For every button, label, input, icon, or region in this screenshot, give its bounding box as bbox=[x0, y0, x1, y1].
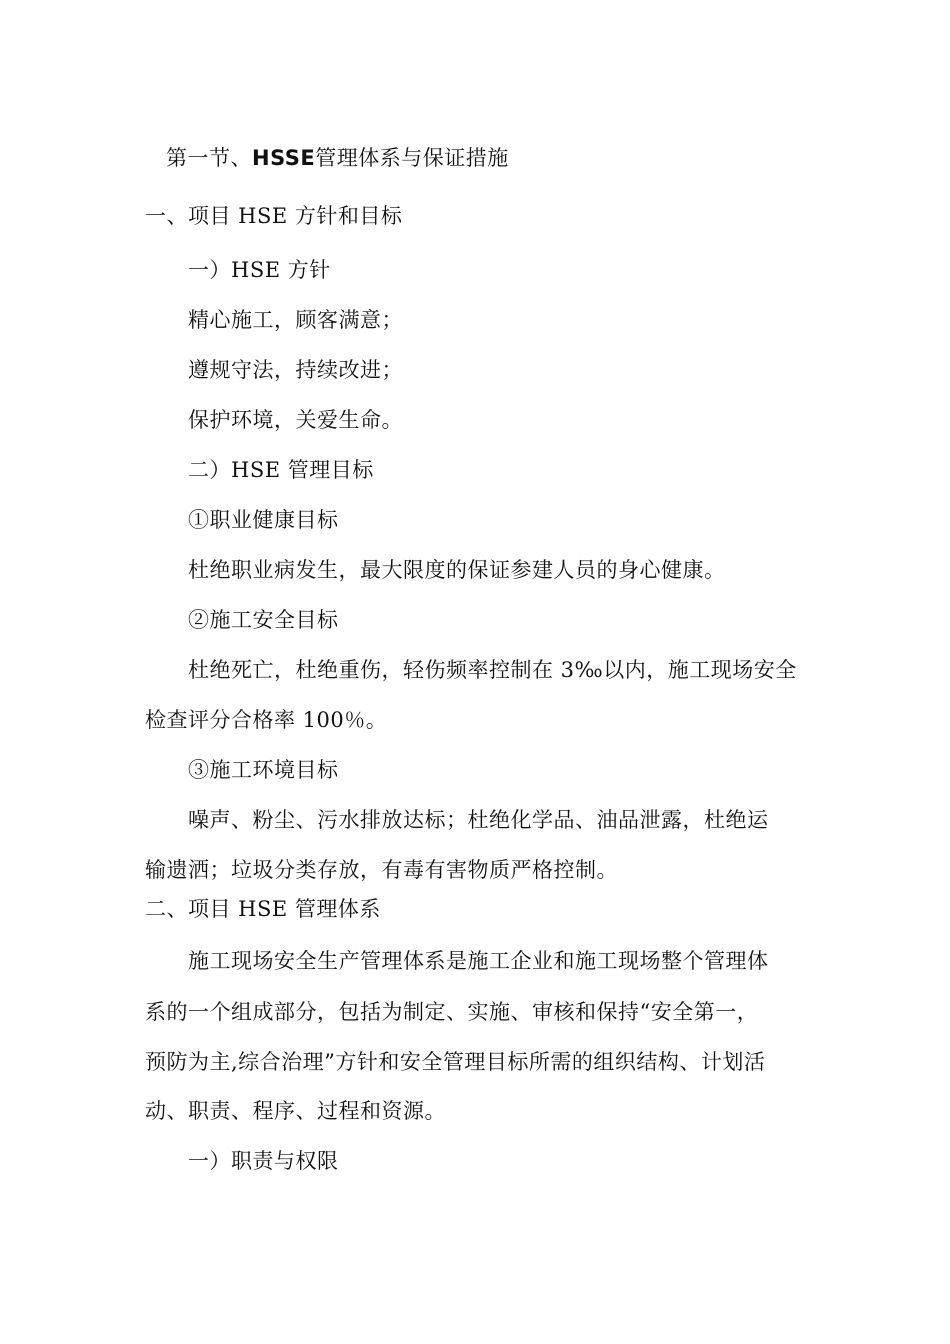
subheading-hse-policy: 一）HSE 方针 bbox=[188, 258, 331, 282]
section-title-latin: HSSE bbox=[252, 146, 316, 170]
paragraph-line: 施工现场安全生产管理体系是施工企业和施工现场整个管理体 bbox=[188, 949, 769, 973]
paragraph-line: 检查评分合格率 100％。 bbox=[145, 708, 388, 732]
goal-heading-environment: ③施工环境目标 bbox=[188, 758, 339, 782]
paragraph-line: 杜绝死亡，杜绝重伤，轻伤频率控制在 3‰以内，施工现场安全 bbox=[188, 658, 797, 682]
section-title bbox=[166, 144, 509, 172]
subheading-duties: 一）职责与权限 bbox=[188, 1149, 339, 1173]
paragraph-line: 噪声、粉尘、污水排放达标；杜绝化学品、油品泄露，杜绝运 bbox=[188, 808, 769, 832]
paragraph-line: 遵规守法，持续改进； bbox=[188, 358, 403, 382]
heading-hse-system: 二、项目 HSE 管理体系 bbox=[145, 897, 381, 921]
paragraph-line: 动、职责、程序、过程和资源。 bbox=[145, 1099, 446, 1123]
paragraph-line: 精心施工，顾客满意； bbox=[188, 308, 403, 332]
paragraph-line: 杜绝职业病发生，最大限度的保证参建人员的身心健康。 bbox=[188, 558, 726, 582]
section-title-prefix: 第一节、 bbox=[166, 146, 252, 170]
section-title-suffix: 管理体系与保证措施 bbox=[315, 146, 509, 170]
paragraph-line: 输遗洒；垃圾分类存放，有毒有害物质严格控制。 bbox=[145, 858, 618, 882]
paragraph-line: 保护环境，关爱生命。 bbox=[188, 408, 403, 432]
subheading-hse-goals: 二）HSE 管理目标 bbox=[188, 458, 374, 482]
paragraph-line: 系的一个组成部分，包括为制定、实施、审核和保持“安全第一， bbox=[145, 1000, 759, 1024]
goal-heading-safety: ②施工安全目标 bbox=[188, 608, 339, 632]
heading-hse-policy-goals: 一、项目 HSE 方针和目标 bbox=[145, 204, 403, 228]
goal-heading-health: ①职业健康目标 bbox=[188, 508, 339, 532]
paragraph-line: 预防为主,综合治理”方针和安全管理目标所需的组织结构、计划活 bbox=[145, 1050, 766, 1074]
